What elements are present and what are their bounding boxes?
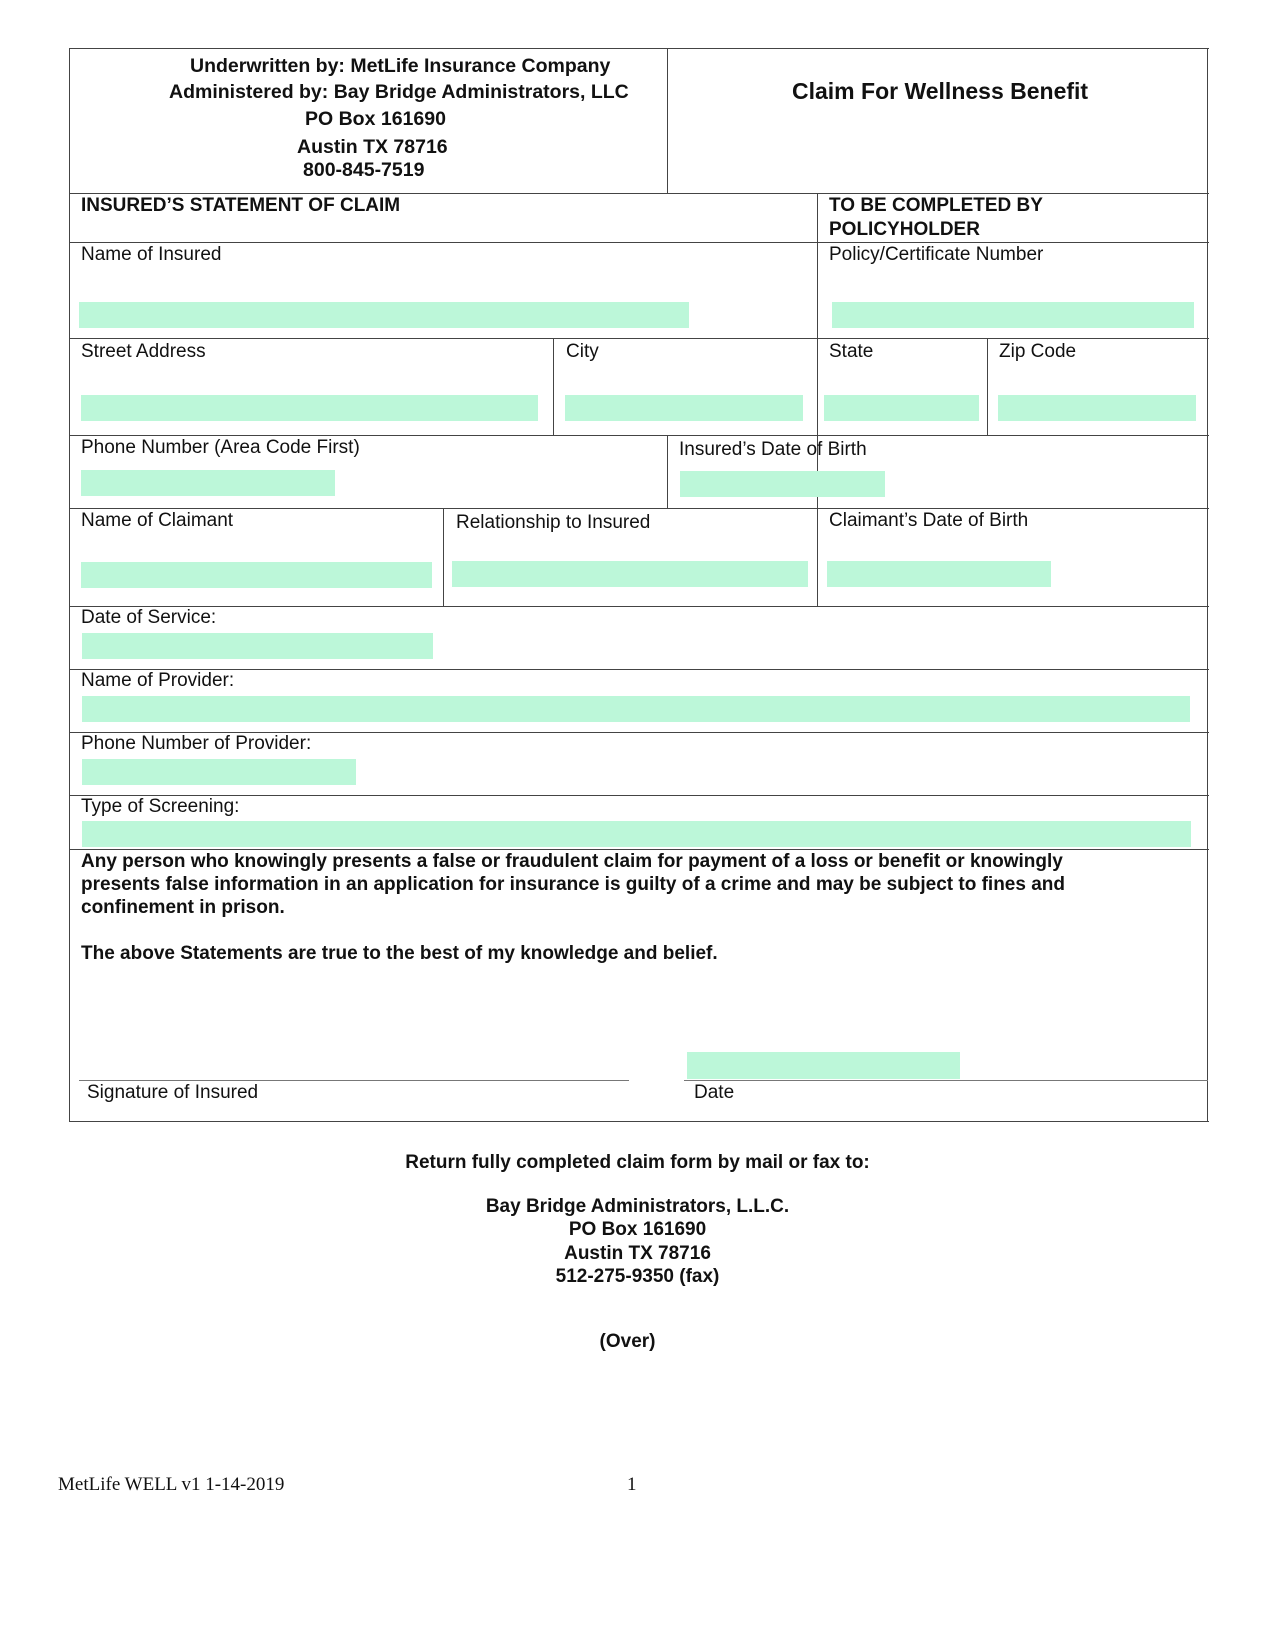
name-of-insured-label: Name of Insured	[81, 244, 222, 265]
city-input[interactable]	[565, 395, 803, 421]
street-address-input[interactable]	[81, 395, 538, 421]
attestation-text: The above Statements are true to the best of my knowledge and belief.	[81, 943, 718, 964]
row-line-2	[69, 242, 1209, 243]
right-column-divider	[817, 193, 818, 606]
form-border-left	[69, 48, 70, 1122]
provider-phone-input[interactable]	[82, 759, 356, 785]
form-border-bottom	[69, 1121, 1209, 1122]
form-title: Claim For Wellness Benefit	[792, 78, 1089, 104]
relationship-label: Relationship to Insured	[456, 512, 651, 533]
city-label: City	[566, 341, 599, 362]
type-of-screening-label: Type of Screening:	[81, 796, 240, 817]
date-label: Date	[694, 1082, 735, 1103]
zip-code-label: Zip Code	[999, 341, 1077, 362]
row-line-1	[69, 193, 1209, 194]
name-of-provider-input[interactable]	[82, 696, 1190, 722]
administrator-text: Administered by: Bay Bridge Administrators, LLC	[169, 81, 629, 103]
row-line-10	[69, 849, 1209, 850]
name-of-claimant-input[interactable]	[81, 562, 432, 588]
name-of-insured-input[interactable]	[79, 302, 689, 328]
claimant-divider	[443, 508, 444, 606]
state-input[interactable]	[824, 395, 979, 421]
return-fax: 512-275-9350 (fax)	[555, 1266, 720, 1287]
header-po-box: PO Box 161690	[305, 108, 446, 130]
state-label: State	[829, 341, 874, 362]
phone-number-input[interactable]	[81, 470, 335, 496]
form-id: MetLife WELL v1 1-14-2019	[58, 1474, 285, 1495]
header-city-state-zip: Austin TX 78716	[297, 136, 448, 158]
claimant-dob-input[interactable]	[827, 561, 1051, 587]
row-line-4	[69, 435, 1209, 436]
row-line-9	[69, 795, 1209, 796]
fraud-warning-line2: presents false information in an application for insurance is guilty of a crime and may be subject to fines and	[81, 874, 1065, 895]
address-divider-2	[987, 338, 988, 435]
row-line-7	[69, 669, 1209, 670]
date-line	[684, 1080, 1208, 1081]
address-divider-1	[553, 338, 554, 435]
form-border-right	[1207, 48, 1208, 1122]
insured-dob-label: Insured’s Date of Birth	[679, 439, 867, 460]
policy-number-input[interactable]	[832, 302, 1194, 328]
date-of-service-label: Date of Service:	[81, 607, 217, 628]
claimant-dob-label: Claimant’s Date of Birth	[829, 510, 1029, 531]
return-po-box: PO Box 161690	[568, 1219, 707, 1240]
return-company: Bay Bridge Administrators, L.L.C.	[485, 1196, 790, 1217]
over-indicator: (Over)	[599, 1331, 656, 1352]
type-of-screening-input[interactable]	[82, 821, 1191, 847]
policy-number-label: Policy/Certificate Number	[829, 244, 1044, 265]
underwriter-text: Underwritten by: MetLife Insurance Company	[190, 55, 611, 77]
relationship-input[interactable]	[452, 561, 808, 587]
provider-phone-label: Phone Number of Provider:	[81, 733, 312, 754]
phone-divider	[667, 435, 668, 508]
header-divider	[667, 48, 668, 193]
policyholder-heading-line1: TO BE COMPLETED BY	[829, 195, 1043, 216]
zip-code-input[interactable]	[998, 395, 1196, 421]
name-of-provider-label: Name of Provider:	[81, 670, 235, 691]
row-line-6	[69, 606, 1209, 607]
page-number: 1	[627, 1474, 637, 1495]
signature-line	[79, 1080, 629, 1081]
insured-dob-input[interactable]	[680, 471, 885, 497]
header-phone: 800-845-7519	[303, 159, 425, 181]
insured-statement-heading: INSURED’S STATEMENT OF CLAIM	[81, 195, 401, 216]
return-instruction: Return fully completed claim form by mail or fax to:	[405, 1152, 870, 1173]
row-line-5	[69, 508, 1209, 509]
return-city-state-zip: Austin TX 78716	[564, 1243, 711, 1264]
street-address-label: Street Address	[81, 341, 206, 362]
phone-number-label: Phone Number (Area Code First)	[81, 437, 360, 458]
row-line-3	[69, 338, 1209, 339]
fraud-warning-line1: Any person who knowingly presents a false or fraudulent claim for payment of a loss or benefit or knowingly	[81, 851, 1063, 872]
signature-date-input[interactable]	[687, 1052, 960, 1079]
signature-of-insured-label: Signature of Insured	[87, 1082, 259, 1103]
policyholder-heading-line2: POLICYHOLDER	[829, 219, 980, 240]
name-of-claimant-label: Name of Claimant	[81, 510, 234, 531]
date-of-service-input[interactable]	[82, 633, 433, 659]
form-border-top	[69, 48, 1209, 49]
fraud-warning-line3: confinement in prison.	[81, 897, 285, 918]
